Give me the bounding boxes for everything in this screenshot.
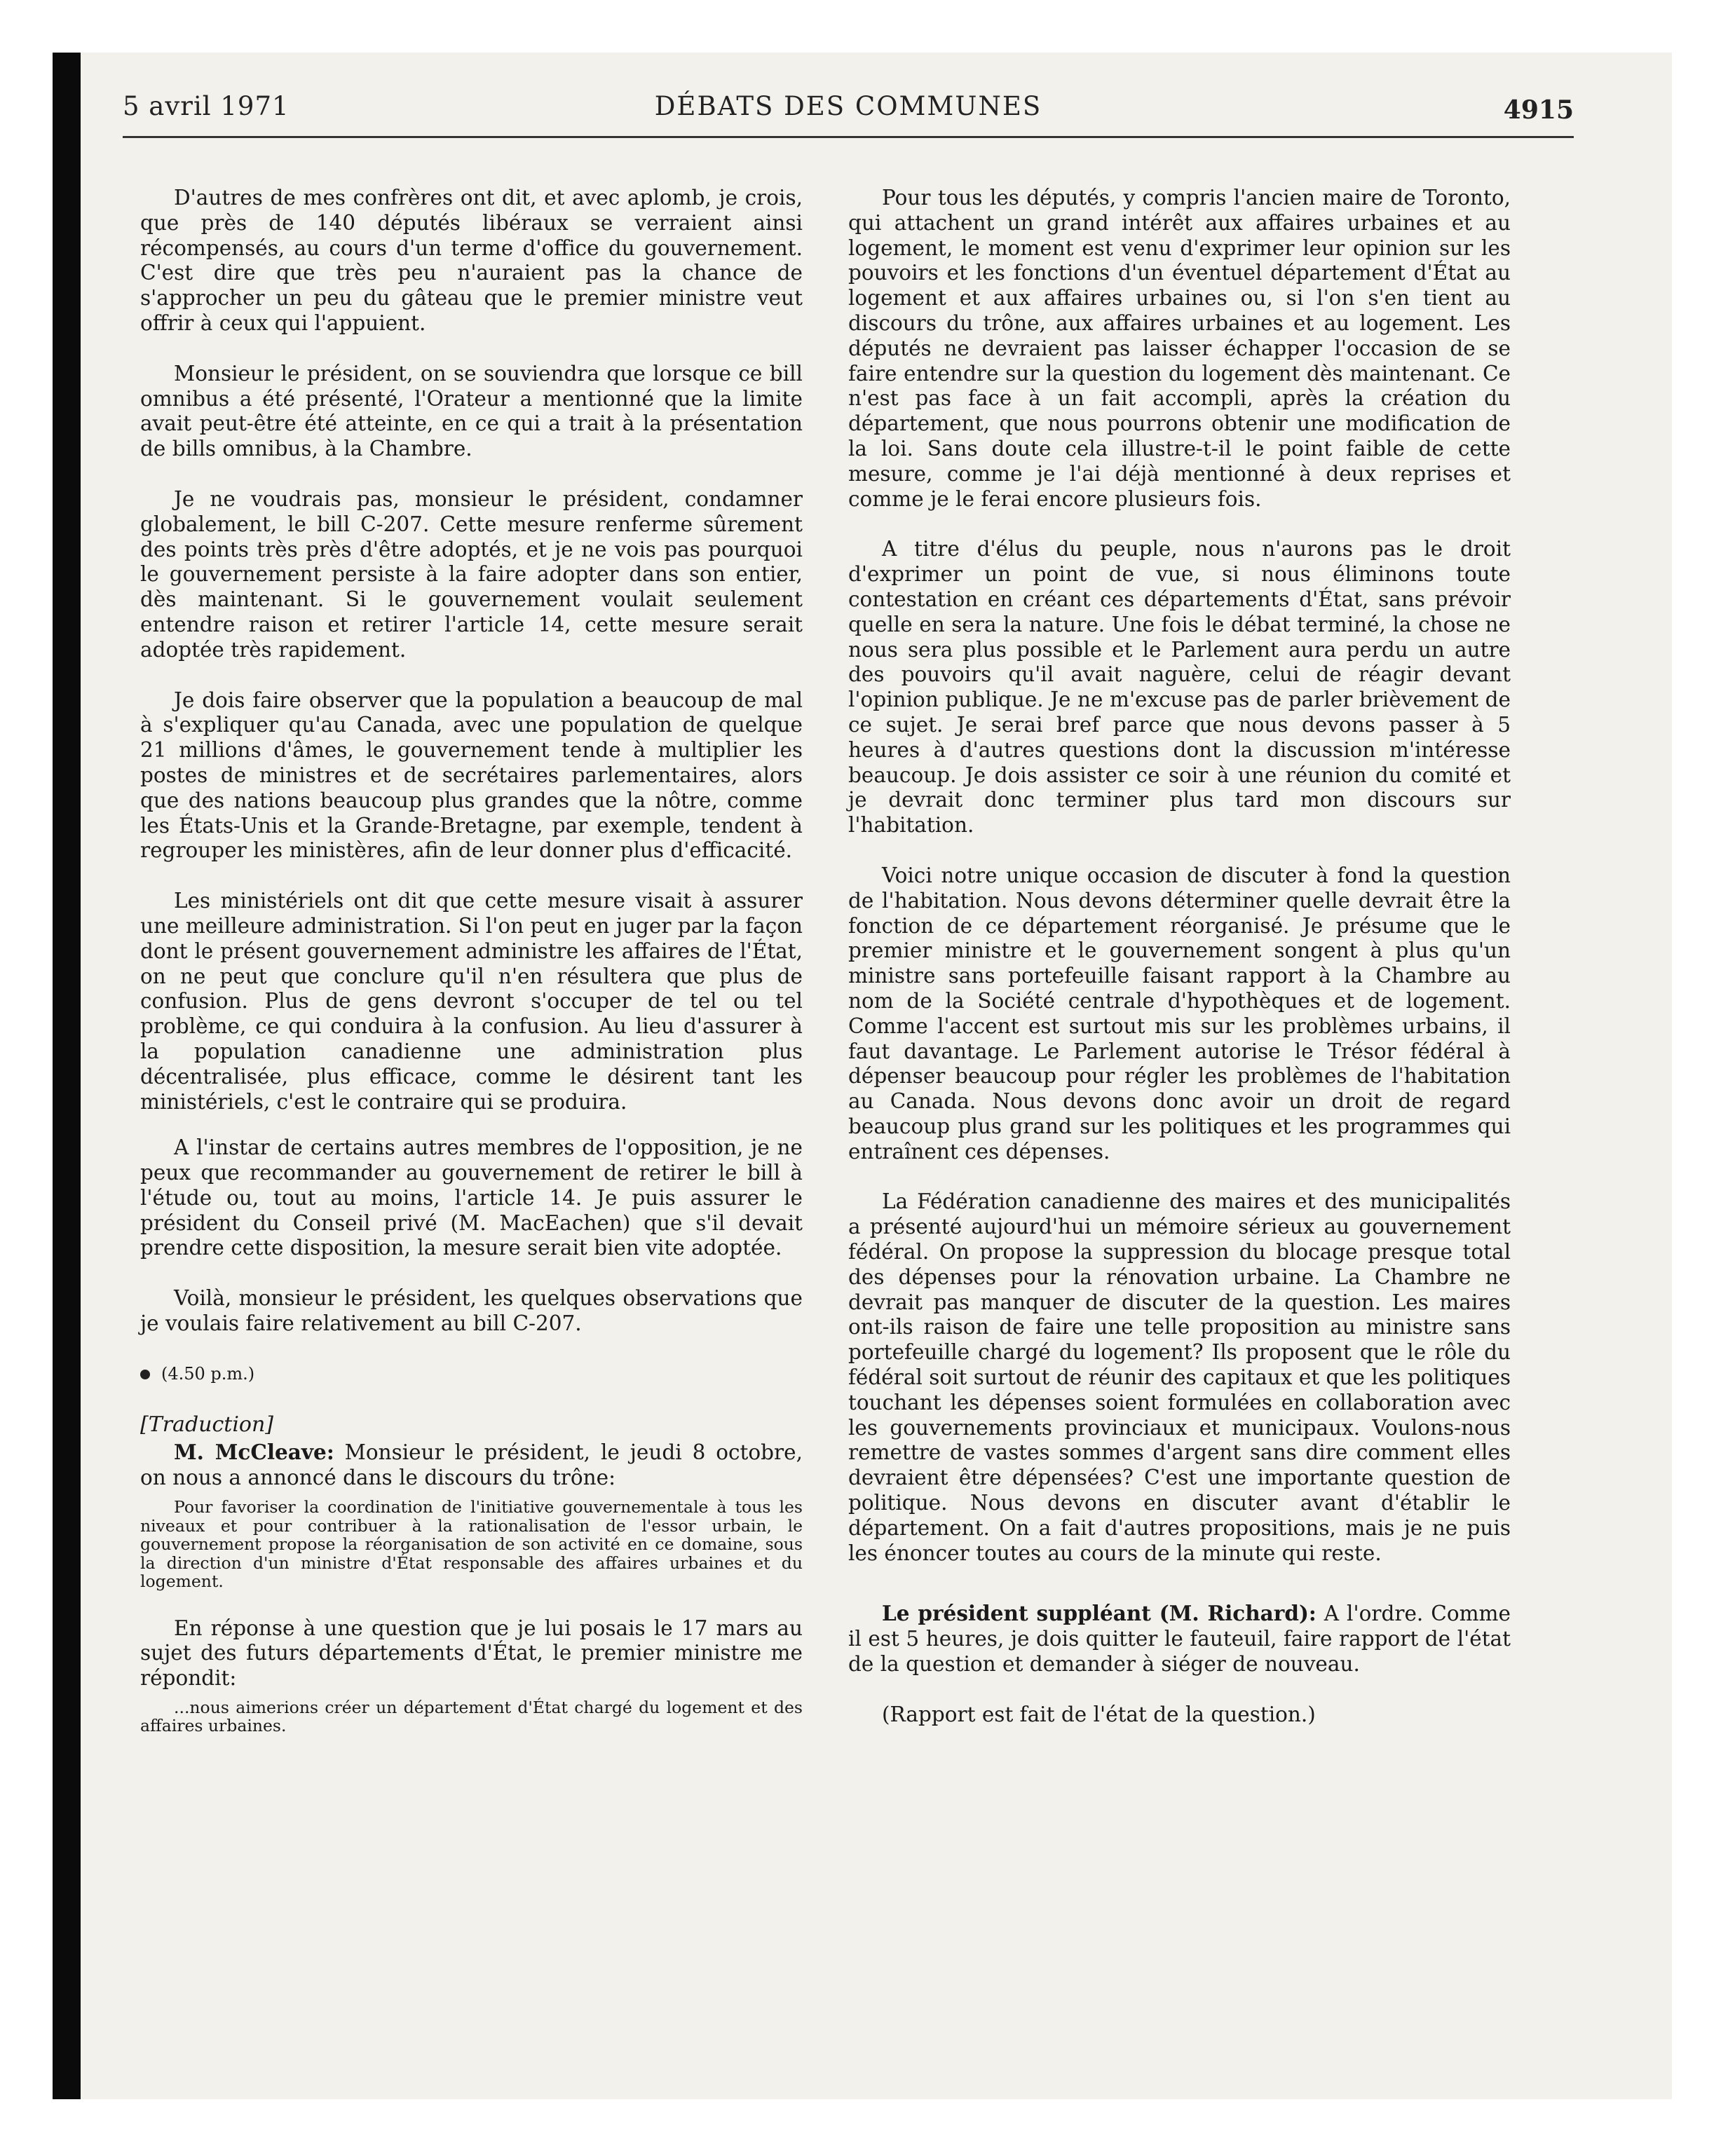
timestamp-text: (4.50 p.m.) bbox=[161, 1363, 255, 1384]
running-header bbox=[123, 91, 1574, 133]
right-column bbox=[848, 186, 1511, 1753]
speech-paragraph bbox=[140, 1440, 803, 1491]
paragraph: Pour tous les députés, y compris l'ancien maire de Toronto, qui attachent un grand intérêt aux affaires urbaines et au logement, le moment est venu d'exprimer leur opinion sur les pouvoirs et les fonctions d'un éventuel département d'État au logement et aux affaires urbaines ou, si l'on s'en tient au discours du trône, aux affaires urbaines et au logement. Les députés ne devraient pas laisser échapper l'occasion de se faire entendre sur la question du logement dès maintenant. Ce n'est pas face à un fait accompli, après la création du département, que nous pourrons obtenir une modification de la loi. Sans doute cela illustre-t-il le point faible de cette mesure, comme je l'ai déjà mentionné à deux reprises et comme je le ferai encore plusieurs fois. bbox=[848, 186, 1511, 511]
paragraph: Je dois faire observer que la population a beaucoup de mal à s'expliquer qu'au Canada, avec une population de quelque 21 millions d'âmes, le gouvernement tende à multiplier les postes de ministres et de secrétaires parlementaires, alors que des nations beaucoup plus grandes que la nôtre, comme les États-Unis et la Grande-Bretagne, par exemple, tendent à regrouper les ministères, afin de leur donner plus d'efficacité. bbox=[140, 688, 803, 863]
procedural-note: (Rapport est fait de l'état de la question.) bbox=[882, 1702, 1316, 1726]
bullet-icon bbox=[140, 1370, 150, 1379]
paragraph: Les ministériels ont dit que cette mesure visait à assurer une meilleure administration. Si l'on peut en juger par la façon dont le présent gouvernement administre les affaires de l'État, on ne peut que conclure qu'il n'en résultera que plus de confusion. Plus de gens devront s'occuper de tel ou tel problème, ce qui conduira à la confusion. Au lieu d'assurer à la population canadienne une administration plus décentralisée, plus efficace, comme le désirent tant les ministériels, c'est le contraire qui se produira. bbox=[140, 889, 803, 1114]
speaker-name: Le président suppléant (M. Richard): bbox=[882, 1601, 1316, 1626]
timestamp bbox=[140, 1362, 803, 1387]
left-column bbox=[140, 186, 803, 1761]
speech-paragraph bbox=[848, 1601, 1511, 1677]
paragraph: A l'instar de certains autres membres de l'opposition, je ne peux que recommander au gouvernement de retirer le bill à l'étude ou, tout au moins, l'article 14. Je puis assurer le président du Conseil privé (M. MacEachen) que s'il devait prendre cette disposition, la mesure serait bien vite adoptée. bbox=[140, 1135, 803, 1260]
paragraph: Voici notre unique occasion de discuter à fond la question de l'habitation. Nous devons déterminer quelle devrait être la fonction de ce département réorganisé. Je présume que le premier ministre et le gouvernement songent à plus qu'un ministre sans portefeuille faisant rapport à la Chambre au nom de la Société centrale d'hypothèques et de logement. Comme l'accent est surtout mis sur les problèmes urbains, il faut davantage. Le Parlement autorise le Trésor fédéral à dépenser beaucoup pour régler les problèmes de l'habitation au Canada. Nous devons donc avoir un droit de regard beaucoup plus grand sur les politiques et les programmes qui entraînent ces dépenses. bbox=[848, 863, 1511, 1164]
paragraph: La Fédération canadienne des maires et des municipalités a présenté aujourd'hui un mémoire sérieux au gouvernement fédéral. On propose la suppression du blocage presque total des dépenses pour la rénovation urbaine. La Chambre ne devrait pas manquer de discuter de la question. Les maires ont-ils raison de faire une telle proposition au ministre sans portefeuille chargé du logement? Ils proposent que le rôle du fédéral soit surtout de réunir des capitaux et que les politiques touchant les dépenses soient formulées en collaboration avec les gouvernements provinciaux et municipaux. Voulons-nous remettre de vastes sommes d'argent sans dire comment elles devraient être dépensées? C'est une importante question de politique. Nous devons en discuter avant d'établir le département. On a fait d'autres propositions, mais je ne puis les énoncer toutes au cours de la minute qui reste. bbox=[848, 1189, 1511, 1565]
speaker-name: M. McCleave: bbox=[174, 1440, 334, 1465]
paragraph: Voilà, monsieur le président, les quelques observations que je voulais faire relativement au bill C-207. bbox=[140, 1286, 803, 1336]
paragraph: A titre d'élus du peuple, nous n'aurons pas le droit d'exprimer un point de vue, si nous éliminons toute contestation en créant ces départements d'État, sans prévoir quelle en sera la nature. Une fois le débat terminé, la chose ne nous sera plus possible et le Parlement aura perdu un autre des pouvoirs qu'il avait naguère, celui de réagir devant l'opinion publique. Je ne m'excuse pas de parler brièvement de ce sujet. Je serai bref parce que nous devons passer à 5 heures à d'autres questions dont la discussion m'intéresse beaucoup. Je dois assister ce soir à une réunion du comité et je devrait donc terminer plus tard mon discours sur l'habitation. bbox=[848, 537, 1511, 838]
block-quote: ...nous aimerions créer un département d'État chargé du logement et des affaires urbaines. bbox=[140, 1697, 803, 1736]
speech-text: A l'ordre. Comme il est 5 heures, je dois quitter le fauteuil, faire rapport de l'état de la question et demander à siéger de nouveau. bbox=[848, 1602, 1511, 1677]
paragraph: Monsieur le président, on se souviendra que lorsque ce bill omnibus a été présenté, l'Orateur a mentionné que la limite avait peut-être été atteinte, en ce qui a trait à la présentation de bills omnibus, à la Chambre. bbox=[140, 361, 803, 461]
header-date: 5 avril 1971 bbox=[123, 91, 290, 121]
header-page-number: 4915 bbox=[1503, 95, 1574, 125]
block-quote: Pour favoriser la coordination de l'initiative gouvernementale à tous les niveaux et pour contribuer à la rationalisation de l'essor urbain, le gouvernement propose la réorganisation de son activité en ce domaine, sous la direction d'un ministre d'État responsable des affaires urbaines et du logement. bbox=[140, 1497, 803, 1592]
paragraph: Je ne voudrais pas, monsieur le président, condamner globalement, le bill C-207. Cette mesure renferme sûrement des points très près d'être adoptés, et je ne vois pas pourquoi le gouvernement persiste à la faire adopter dans son entier, dès maintenant. Si le gouvernement voulait seulement entendre raison et retirer l'article 14, cette mesure serait adoptée très rapidement. bbox=[140, 486, 803, 662]
paragraph: D'autres de mes confrères ont dit, et avec aplomb, je crois, que près de 140 députés libéraux se verraient ainsi récompensés, au cours d'un terme d'office du gouvernement. C'est dire que très peu n'auraient pas la chance de s'approcher un peu du gâteau que le premier ministre veut offrir à ceux qui l'appuient. bbox=[140, 186, 803, 335]
header-rule bbox=[123, 136, 1574, 138]
speech-text: Monsieur le président, le jeudi 8 octobre, on nous a annoncé dans le discours du trône: bbox=[140, 1440, 803, 1490]
header-journal-title: DÉBATS DES COMMUNES bbox=[654, 91, 1042, 121]
paragraph: En réponse à une question que je lui posais le 17 mars au sujet des futurs départements d'État, le premier ministre me répondit: bbox=[140, 1616, 803, 1691]
translation-tag: [Traduction] bbox=[140, 1412, 274, 1437]
